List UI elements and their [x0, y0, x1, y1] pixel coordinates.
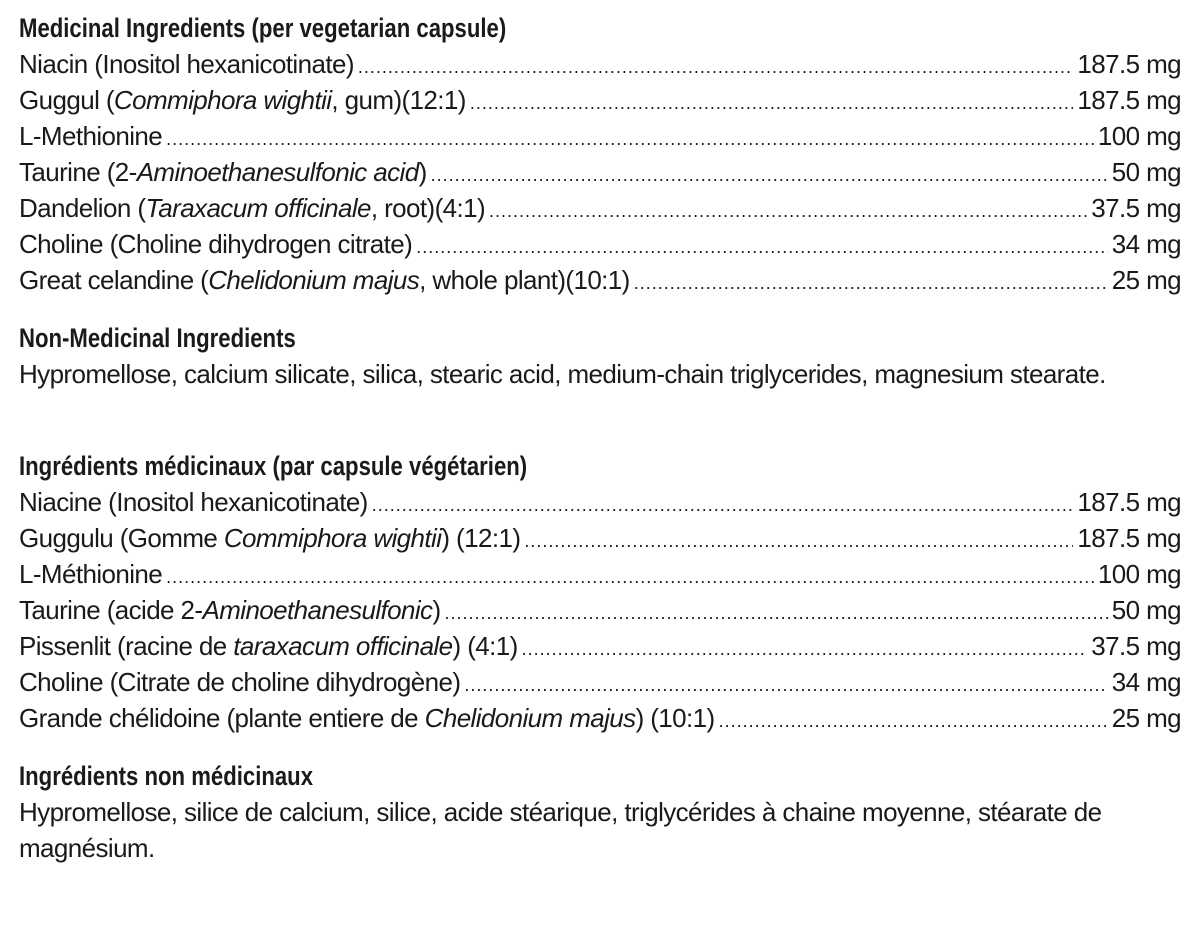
ingredient-amount: 25 mg [1111, 703, 1181, 733]
ingredient-amount: 187.5 mg [1077, 49, 1181, 79]
ingredient-row [19, 82, 1181, 118]
ingredients-non-medicinaux-text: Hypromellose, silice de calcium, silice, acide stéarique, triglycérides à chaine moyenne, stéarate de magnésium. [19, 797, 1102, 863]
ingredient-amount: 37.5 mg [1091, 631, 1181, 661]
ingredient-name: Choline (Choline dihydrogen citrate) [19, 229, 413, 259]
ingredient-name: Guggul (Commiphora wightii, gum)(12:1) [19, 85, 466, 115]
ingredients-medicinaux-title: Ingrédients médicinaux (par capsule végétarien) [19, 451, 528, 481]
ingredient-row [19, 262, 1181, 298]
ingredient-name: Niacin (Inositol hexanicotinate) [19, 49, 354, 79]
ingredient-name: Pissenlit (racine de taraxacum officinale) (4:1) [19, 631, 518, 661]
ingredients-non-medicinaux-title: Ingrédients non médicinaux [19, 761, 314, 791]
ingredient-name: L-Methionine [19, 121, 163, 151]
ingredients-label [19, 10, 1181, 866]
ingredient-name: Taurine (2-Aminoethanesulfonic acid) [19, 157, 427, 187]
dot-leader [166, 559, 1094, 595]
ingredient-name: Grande chélidoine (plante entiere de Chelidonium majus) (10:1) [19, 703, 715, 733]
ingredient-amount: 187.5 mg [1077, 85, 1181, 115]
ingredient-row [19, 118, 1181, 154]
non-medicinal-ingredients-title: Non-Medicinal Ingredients [19, 323, 296, 353]
ingredient-name: Taurine (acide 2-Aminoethanesulfonic) [19, 595, 441, 625]
ingredient-row [19, 190, 1181, 226]
ingredient-name: Niacine (Inositol hexanicotinate) [19, 487, 368, 517]
dot-leader [524, 523, 1073, 559]
ingredient-row [19, 700, 1181, 736]
ingredient-amount: 50 mg [1111, 157, 1181, 187]
ingredient-amount: 100 mg [1097, 121, 1181, 151]
dot-leader [719, 703, 1108, 739]
ingredient-amount: 100 mg [1097, 559, 1181, 589]
ingredient-row [19, 520, 1181, 556]
dot-leader [358, 49, 1074, 85]
ingredient-amount: 34 mg [1111, 667, 1181, 697]
dot-leader [372, 487, 1074, 523]
ingredient-row [19, 664, 1181, 700]
ingredient-row [19, 628, 1181, 664]
ingredient-amount: 50 mg [1111, 595, 1181, 625]
ingredient-name: L-Méthionine [19, 559, 163, 589]
dot-leader [470, 85, 1074, 121]
ingredient-amount: 187.5 mg [1077, 487, 1181, 517]
non-medicinal-ingredients-text: Hypromellose, calcium silicate, silica, stearic acid, medium-chain triglycerides, magnesium stearate. [19, 359, 1106, 389]
ingredient-amount: 25 mg [1111, 265, 1181, 295]
ingredient-row [19, 46, 1181, 82]
dot-leader [634, 265, 1108, 301]
medicinal-ingredients-list-fr [19, 484, 1181, 736]
ingredient-amount: 34 mg [1111, 229, 1181, 259]
dot-leader [489, 193, 1087, 229]
medicinal-ingredients-title: Medicinal Ingredients (per vegetarian capsule) [19, 13, 507, 43]
dot-leader [464, 667, 1107, 703]
ingredient-amount: 37.5 mg [1091, 193, 1181, 223]
ingredient-name: Choline (Citrate de choline dihydrogène) [19, 667, 461, 697]
ingredient-amount: 187.5 mg [1077, 523, 1181, 553]
dot-leader [431, 157, 1108, 193]
dot-leader [445, 595, 1108, 631]
ingredient-name: Dandelion (Taraxacum officinale, root)(4:1) [19, 193, 486, 223]
dot-leader [166, 121, 1094, 157]
ingredient-row [19, 556, 1181, 592]
dot-leader [522, 631, 1088, 667]
ingredient-row [19, 484, 1181, 520]
ingredient-row [19, 226, 1181, 262]
ingredient-name: Guggulu (Gomme Commiphora wightii) (12:1) [19, 523, 521, 553]
ingredient-row [19, 154, 1181, 190]
dot-leader [416, 229, 1108, 265]
ingredient-name: Great celandine (Chelidonium majus, whole plant)(10:1) [19, 265, 630, 295]
medicinal-ingredients-list-en [19, 46, 1181, 298]
ingredient-row [19, 592, 1181, 628]
